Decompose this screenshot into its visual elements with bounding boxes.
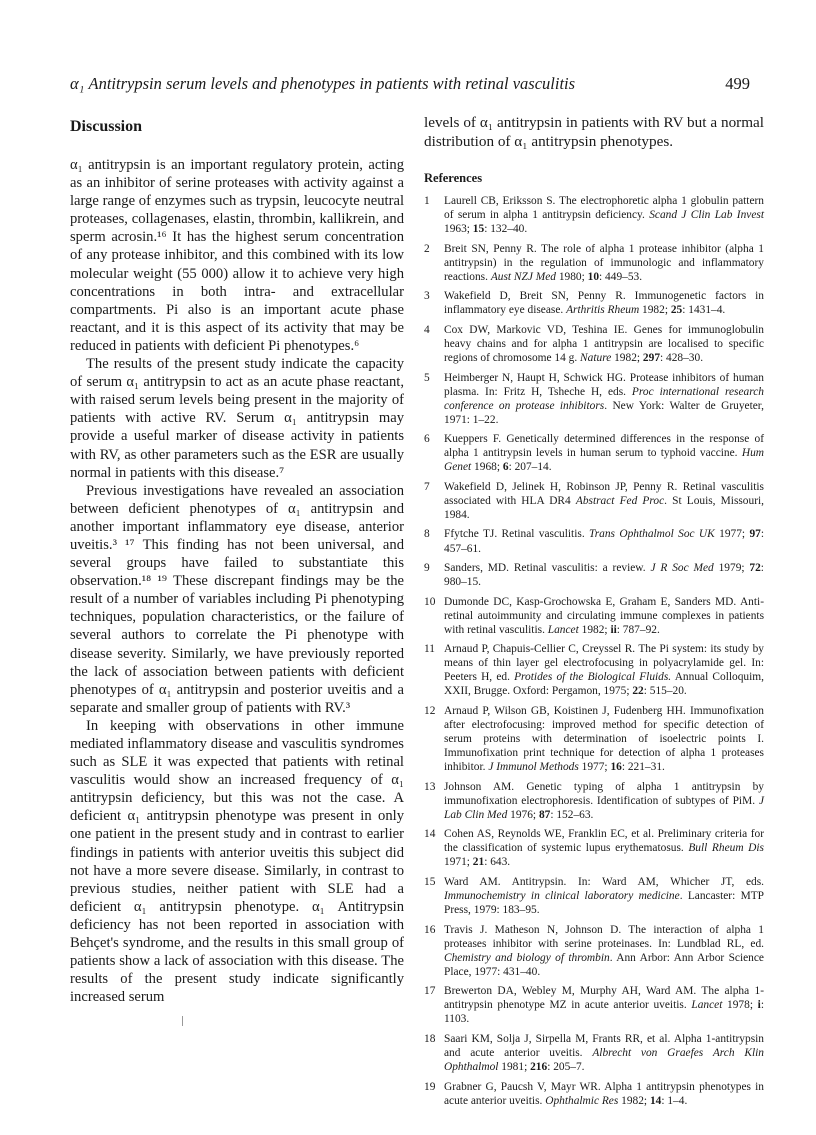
ref-journal: Proc international research conference on protease inhibitors <box>444 385 764 412</box>
ref-volume: 14 <box>649 1094 662 1107</box>
ref-authors: Arnaud P, Wilson GB, Koistinen J, Fudenberg HH. Immunofixation after electrofocusing: improved method for specific detection of serum proteins with determination of isoelectric points I. Immunofixation print technique for detection of alpha 1 proteases inhibitor. <box>444 705 764 774</box>
ref-pages: : 207–14. <box>508 461 552 474</box>
ref-volume: 25 <box>670 304 683 317</box>
ref-pages: : 205–7. <box>547 1061 585 1074</box>
ref-num: 2 <box>424 242 430 255</box>
ref-year: . Ann Arbor: Ann Arbor Science Place, 1977: 431–40. <box>444 951 764 978</box>
ref-authors: Dumonde DC, Kasp-Grochowska E, Graham E, Sanders MD. Anti-retinal autoimmunity and circulating immune complexes in patients with retinal vasculitis. <box>444 595 764 636</box>
ref-year: 1982; <box>578 623 611 636</box>
ref-authors: Sanders, MD. Retinal vasculitis: a review. <box>444 562 651 575</box>
ref-volume: 10 <box>587 270 600 283</box>
discussion-heading: Discussion <box>70 118 143 135</box>
ref-authors: Kueppers F. Genetically determined differences in the response of alpha 1 antitrypsin levels in human serum to typhoid vaccine. <box>444 433 764 460</box>
ref-year: 1968; <box>471 461 503 474</box>
ref-journal: Lancet <box>547 623 579 636</box>
right-column <box>424 114 764 1113</box>
ref-authors: Ward AM. Antitrypsin. In: Ward AM, Whicher JT, eds. <box>444 876 764 889</box>
ref-pages: : 1431–4. <box>682 304 726 317</box>
reference-item <box>424 875 764 917</box>
reference-item <box>424 595 764 637</box>
ref-year: 1977; <box>578 761 611 774</box>
ref-num: 6 <box>424 433 430 446</box>
ref-pages: : 449–53. <box>599 270 643 283</box>
reference-item <box>424 1032 764 1074</box>
reference-item <box>424 984 764 1026</box>
ref-journal: Trans Ophthalmol Soc UK <box>589 528 715 541</box>
ref-journal: J Immunol Methods <box>488 761 579 774</box>
ref-year: 1963; <box>444 223 473 236</box>
ref-year: . St Louis, Missouri, 1984. <box>444 494 765 521</box>
ref-authors: Arnaud P, Chapuis-Cellier C, Creyssel R. The Pi system: its study by means of thin layer gel electrofocusing in polyacrylamide gel. In: Peeters H, ed. <box>444 643 764 684</box>
ref-pages: : 221–31. <box>621 761 665 774</box>
ref-pages: : 515–20. <box>643 685 687 698</box>
ref-year: . New York: Walter de Gruyeter, 1971: 1–22. <box>444 399 764 426</box>
running-title: α₁ Antitrypsin serum levels and phenotypes in patients with retinal vasculitis <box>70 74 576 93</box>
reference-item <box>424 371 764 427</box>
ref-num: 3 <box>424 290 430 303</box>
reference-list <box>424 194 764 1108</box>
ref-num: 7 <box>424 480 430 493</box>
ref-year: 1982; <box>611 351 643 364</box>
discussion-paragraph-4-continued: levels of α₁ antitrypsin in patients with RV but a normal distribution of α₁ antitrypsin phenotypes. <box>424 114 764 150</box>
ref-authors: Wakefield D, Jelinek H, Robinson JP, Penny R. Retinal vasculitis associated with HLA DR4 <box>444 480 764 507</box>
ref-pages: : 980–15. <box>444 562 764 589</box>
ref-journal: Chemistry and biology of thrombin <box>444 951 610 964</box>
ref-num: 8 <box>424 528 430 541</box>
ref-authors: Wakefield D, Breit SN, Penny R. Immunogenetic factors in inflammatory eye disease. <box>444 290 764 317</box>
page-header <box>70 74 750 98</box>
reference-item <box>424 289 764 317</box>
ref-journal: Protides of the Biological Fluids. <box>514 671 672 684</box>
ref-num: 16 <box>424 923 436 936</box>
ref-volume: ii <box>610 623 617 636</box>
discussion-paragraph-2: The results of the present study indicate the capacity of serum α₁ antitrypsin to act as an acute phase reactant, with raised serum levels being present in the majority of patients with active RV. Serum α₁ antitrypsin may provide a useful marker of disease activity in patients with RV, as other parameters such as the ESR are usually normal in patients with this disease.⁷ <box>70 356 404 481</box>
ref-journal: Bull Rheum Dis <box>688 842 764 855</box>
ref-num: 4 <box>424 323 430 336</box>
ref-journal: Nature <box>580 351 612 364</box>
ref-authors: Cohen AS, Reynolds WE, Franklin EC, et al. Preliminary criteria for the classification of systemic lupus erythematosus. <box>444 828 764 855</box>
ref-journal: Scand J Clin Lab Invest <box>649 209 764 222</box>
reference-item <box>424 242 764 284</box>
ref-journal: Aust NZJ Med <box>490 270 556 283</box>
ref-volume: 6 <box>502 461 509 474</box>
discussion-paragraph-4: In keeping with observations in other immune mediated inflammatory disease and vasculitis syndromes such as SLE it was expected that patients with retinal vasculitis would show an increased frequency of α₁ antitrypsin deficiency, but this was not the case. A deficient α₁ antitrypsin phenotype was present in only one patient in the present study and in contrast to earlier findings in patients with anterior uveitis this subject did not have a more severe disease. Similarly, in contrast to previous studies, neither patient with SLE had a deficient α₁ antitrypsin phenotype. α₁ Antitrypsin deficiency has not been reported in association with Behçet's syndrome, and the results in this small group of patients show a lack of association with this disease. The results of the present study indicate significantly increased serum <box>70 717 404 1006</box>
ref-pages: : 1103. <box>444 999 764 1026</box>
ref-year: 1977; <box>714 528 750 541</box>
ref-authors: Saari KM, Solja J, Sirpella M, Frants RR, et al. Alpha 1-antitrypsin and acute anterior uveitis. <box>444 1032 764 1060</box>
ref-year: 1982; <box>639 304 671 317</box>
ref-pages: : 1–4. <box>661 1094 688 1107</box>
ref-year: 1976; <box>507 808 539 821</box>
discussion-paragraph-1: α₁ antitrypsin is an important regulatory protein, acting as an inhibitor of serine proteases with activity against a large range of enzymes such as trypsin, leucocyte neutral proteases, collagenases, elastin, thrombin, kallikrein, and sperm acrosin.¹⁶ It has the highest serum concentration of any protease inhibitor, and this combined with its low molecular weight (55 000) allow it to achieve very high concentrations in both intra- and extracellular compartments. Pi also is an important acute phase reactant, and it is this aspect of its activity that may be reduced in patients with deficient Pi phenotypes.⁶ <box>70 157 404 354</box>
ref-authors: Grabner G, Paucsh V, Mayr WR. Alpha 1 antitrypsin phenotypes in acute anterior uveitis. <box>444 1080 764 1107</box>
ref-num: 1 <box>424 195 430 207</box>
ref-num: 11 <box>424 643 435 656</box>
ref-volume: 15 <box>472 223 485 236</box>
ref-num: 12 <box>424 705 436 717</box>
reference-item <box>424 642 764 698</box>
reference-item <box>424 780 764 822</box>
ref-volume: 16 <box>610 761 622 774</box>
ref-num: 17 <box>424 985 436 998</box>
left-column <box>70 114 404 1006</box>
ref-journal: Immunochemistry in clinical laboratory medicine <box>444 890 680 903</box>
ref-authors: Ffytche TJ. Retinal vasculitis. <box>444 528 590 541</box>
ref-pages: : 643. <box>484 856 511 869</box>
ref-journal: J R Soc Med <box>650 562 714 575</box>
ref-year: 1981; <box>498 1061 531 1074</box>
reference-item <box>424 827 764 869</box>
ref-num: 5 <box>424 371 430 384</box>
ref-pages: : 428–30. <box>660 351 704 364</box>
reference-item <box>424 323 764 365</box>
ref-num: 14 <box>424 828 436 841</box>
column-end-rule <box>182 1016 183 1026</box>
reference-item <box>424 480 764 522</box>
ref-year: . Lancaster: MTP Press, 1979: 183–95. <box>444 890 764 917</box>
ref-journal: J Lab Clin Med <box>444 794 764 821</box>
reference-item <box>424 194 764 236</box>
ref-authors: Heimberger N, Haupt H, Schwick HG. Protease inhibitors of human plasma. In: Fritz H, Tsheche H, eds. <box>444 371 764 398</box>
ref-volume: 22 <box>632 685 644 698</box>
ref-pages: : 787–92. <box>616 623 660 636</box>
ref-num: 10 <box>424 595 436 608</box>
ref-num: 9 <box>424 562 430 575</box>
ref-journal: Hum Genet <box>444 447 764 474</box>
reference-item <box>424 527 764 555</box>
ref-volume: 21 <box>472 856 485 869</box>
ref-num: 15 <box>424 876 436 889</box>
ref-pages: : 457–61. <box>444 528 764 555</box>
ref-num: 18 <box>424 1032 436 1045</box>
ref-volume: 216 <box>530 1061 548 1074</box>
reference-item <box>424 561 764 589</box>
ref-volume: 72 <box>749 562 761 575</box>
reference-item <box>424 704 764 774</box>
ref-volume: 97 <box>749 528 761 541</box>
ref-authors: Breit SN, Penny R. The role of alpha 1 protease inhibitor (alpha 1 antitrypsin) in the regulation of immunologic and inflammatory reactions. <box>444 242 764 283</box>
ref-volume: 87 <box>538 808 551 821</box>
discussion-paragraph-3: Previous investigations have revealed an association between deficient phenotypes of α₁ antitrypsin and another important inflammatory eye disease, anterior uveitis.³ ¹⁷ This finding has not been universal, and several groups have failed to substantiate this observation.¹⁸ ¹⁹ These discrepant findings may be the result of a number of variables including Pi phenotyping techniques, population characteristics, or the failure of several authors to correlate the Pi phenotype with disease severity. Similarly, we have previously reported the lack of association between patients with deficient phenotypes of α₁ antitrypsin and posterior uveitis and a separate and smaller group of patients with RV.³ <box>70 482 404 716</box>
ref-journal: Albrecht von Graefes Arch Klin Ophthalmol <box>444 1047 764 1074</box>
ref-journal: Lancet <box>691 999 723 1012</box>
ref-year: 1971; <box>444 856 473 869</box>
reference-item <box>424 1080 764 1108</box>
reference-item <box>424 432 764 474</box>
ref-journal: Ophthalmic Res <box>545 1094 619 1107</box>
ref-journal: Abstract Fed Proc <box>575 494 665 507</box>
reference-item <box>424 923 764 979</box>
ref-year: 1980; <box>556 270 588 283</box>
ref-authors: Travis J. Matheson N, Johnson D. The interaction of alpha 1 proteases inhibitor with serine proteinases. In: Lundblad RL, ed. <box>444 923 764 950</box>
ref-journal: Arthritis Rheum <box>566 304 640 317</box>
ref-authors: Brewerton DA, Webley M, Murphy AH, Ward AM. The alpha 1-antitrypsin phenotype MZ in acute anterior uveitis. <box>444 985 764 1012</box>
ref-authors: Cox DW, Markovic VD, Teshina IE. Genes for immunoglobulin heavy chains and for alpha 1 antitrypsin are localised to specific regions of chromosome 14 g. <box>444 323 764 364</box>
ref-num: 13 <box>424 780 436 793</box>
ref-year: 1979; <box>713 562 750 575</box>
ref-authors: Johnson AM. Genetic typing of alpha 1 antitrypsin by immunofixation electrophoresis. Identification of subtypes of PiM. <box>444 780 764 807</box>
ref-year: 1982; <box>618 1094 650 1107</box>
ref-year: Annual Colloquim, XXII, Brugge. Oxford: Pergamon, 1975; <box>444 671 764 698</box>
ref-authors: Laurell CB, Eriksson S. The electrophoretic alpha 1 globulin pattern of serum in alpha 1 antitrypsin deficiency. <box>444 195 764 222</box>
references-heading: References <box>424 171 483 185</box>
ref-volume: 297 <box>642 351 661 364</box>
ref-year: 1978; <box>722 999 758 1012</box>
ref-volume: i <box>757 999 761 1012</box>
ref-num: 19 <box>424 1080 436 1093</box>
ref-pages: : 152–63. <box>550 808 594 821</box>
ref-pages: : 132–40. <box>484 223 528 236</box>
page-number: 499 <box>725 74 750 93</box>
